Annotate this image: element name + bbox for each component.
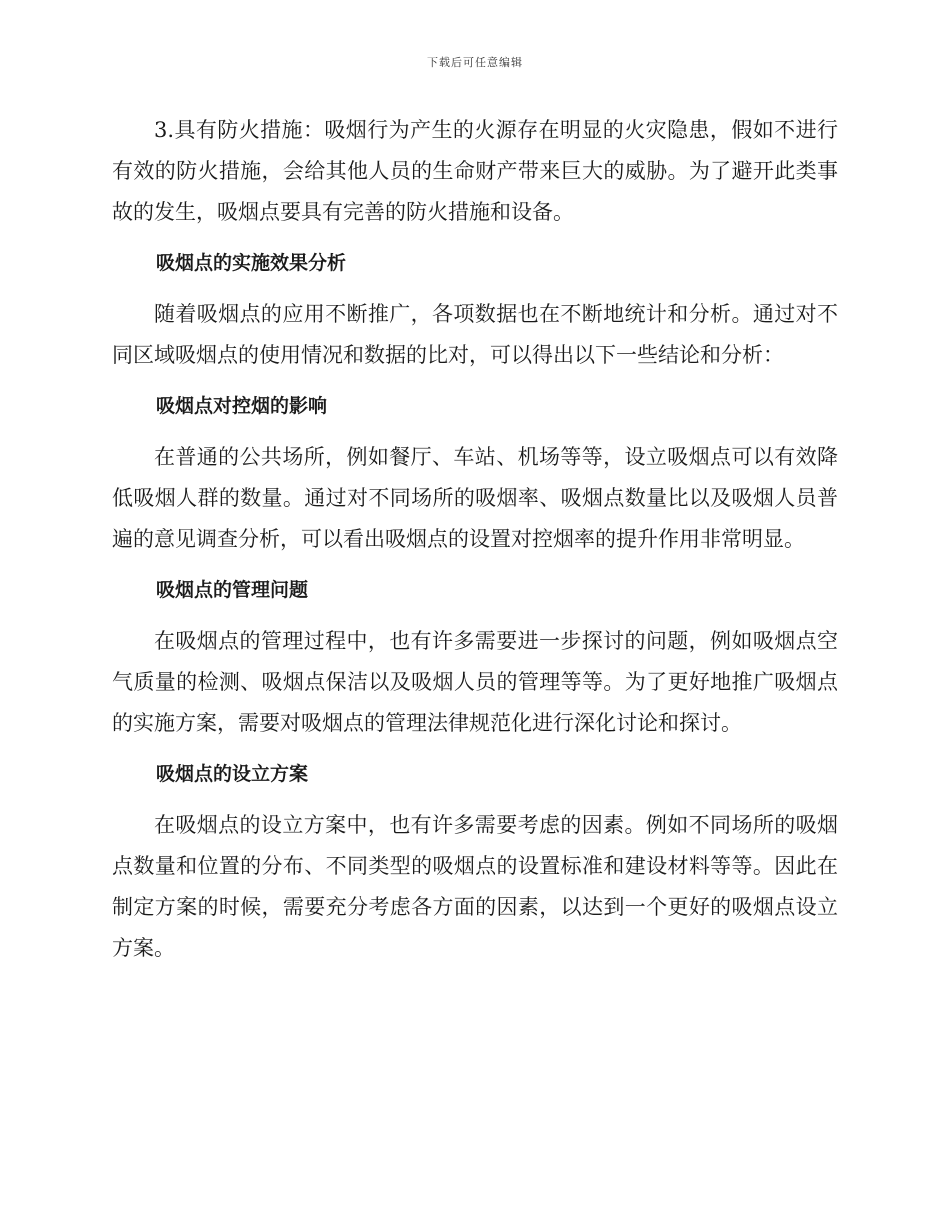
paragraph-setup-plan: 在吸烟点的设立方案中，也有许多需要考虑的因素。例如不同场所的吸烟点数量和位置的分布、不同类型的吸烟点的设置标准和建设材料等等。因此在制定方案的时候，需要充分考虑各方面的因素，以达到一个更好的吸烟点设立方案。 bbox=[112, 813, 838, 960]
paragraph-tobacco-control: 在普通的公共场所，例如餐厅、车站、机场等等，设立吸烟点可以有效降低吸烟人群的数量。通过对不同场所的吸烟率、吸烟点数量比以及吸烟人员普遍的意见调查分析，可以看出吸烟点的设置对控烟率的提升作用非常明显。 bbox=[112, 445, 838, 551]
section-heading-effect-analysis: 吸烟点的实施效果分析 bbox=[156, 252, 347, 274]
section-heading-management: 吸烟点的管理问题 bbox=[156, 579, 309, 601]
paragraph-effect-analysis: 随着吸烟点的应用不断推广，各项数据也在不断地统计和分析。通过对不同区域吸烟点的使用情况和数据的比对，可以得出以下一些结论和分析： bbox=[112, 302, 838, 367]
section-heading-tobacco-control: 吸烟点对控烟的影响 bbox=[156, 395, 328, 417]
paragraph-fire-prevention: 3.具有防火措施：吸烟行为产生的火源存在明显的火灾隐患，假如不进行有效的防火措施，会给其他人员的生命财产带来巨大的威胁。为了避开此类事故的发生，吸烟点要具有完善的防火措施和设备。 bbox=[112, 118, 838, 224]
paragraph-management: 在吸烟点的管理过程中，也有许多需要进一步探讨的问题，例如吸烟点空气质量的检测、吸烟点保洁以及吸烟人员的管理等等。为了更好地推广吸烟点的实施方案，需要对吸烟点的管理法律规范化进行深化讨论和探讨。 bbox=[112, 629, 838, 735]
document-body bbox=[112, 110, 838, 979]
page-header: 下载后可任意编辑 bbox=[427, 56, 523, 69]
section-heading-setup-plan: 吸烟点的设立方案 bbox=[156, 763, 309, 785]
